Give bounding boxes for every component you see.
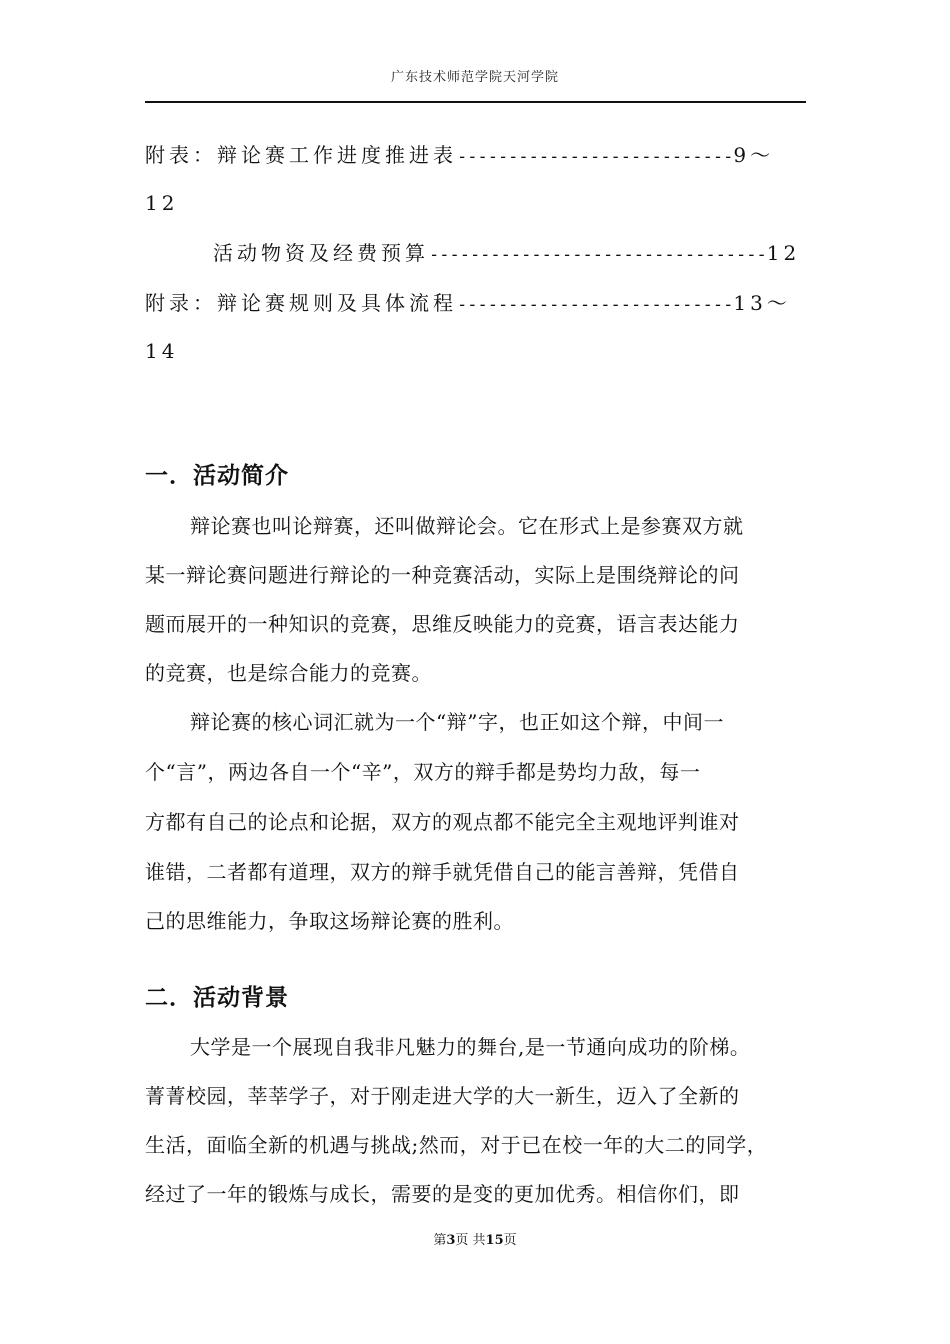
toc-page: 9～ <box>733 143 775 167</box>
toc-leader: --------------------------- <box>457 147 734 167</box>
page-footer <box>0 1229 950 1248</box>
paragraph-line: 的竞赛，也是综合能力的竞赛。 <box>145 661 432 685</box>
page-header: 广东技术师范学院天河学院 <box>390 70 559 85</box>
footer-suffix: 页 <box>503 1233 517 1248</box>
paragraph-line: 经过了一年的锻炼与成长，需要的是变的更加优秀。相信你们，即 <box>145 1182 740 1206</box>
toc-entry <box>145 142 774 170</box>
toc-page-wrap: 14 <box>145 339 179 363</box>
toc-page-wrap: 12 <box>145 191 179 215</box>
toc-leader: --------------------------- <box>457 295 734 315</box>
paragraph-line: 大学是一个展现自我非凡魅力的舞台,是一节通向成功的阶梯。 <box>190 1035 751 1059</box>
toc-label: 活动物资及经费预算 <box>213 241 429 265</box>
toc-page: 12 <box>766 241 801 265</box>
paragraph-line: 辩论赛的核心词汇就为一个“辩”字，也正如这个辩，中间一 <box>190 710 724 734</box>
toc-page: 13～ <box>733 291 791 315</box>
footer-prefix: 第 <box>433 1233 447 1248</box>
paragraph-line: 谁错，二者都有道理，双方的辩手就凭借自己的能言善辩，凭借自 <box>145 860 740 884</box>
paragraph-line: 己的思维能力，争取这场辩论赛的胜利。 <box>145 909 514 933</box>
paragraph-line: 某一辩论赛问题进行辩论的一种竞赛活动，实际上是围绕辩论的问 <box>145 563 740 587</box>
toc-label: 附录：辩论赛规则及具体流程 <box>145 291 457 315</box>
paragraph-line: 方都有自己的论点和论据，双方的观点都不能完全主观地评判谁对 <box>145 810 740 834</box>
section-heading: 二．活动背景 <box>145 985 289 1011</box>
toc-entry <box>145 290 791 318</box>
footer-mid: 页 共 <box>455 1233 486 1248</box>
paragraph-line: 生活，面临全新的机遇与挑战;然而，对于已在校一年的大二的同学， <box>145 1133 768 1157</box>
paragraph-line: 辩论赛也叫论辩赛，还叫做辩论会。它在形式上是参赛双方就 <box>190 514 744 538</box>
toc-leader: --------------------------------- <box>429 245 767 265</box>
paragraph-line: 题而展开的一种知识的竞赛，思维反映能力的竞赛，语言表达能力 <box>145 612 740 636</box>
toc-entry <box>213 240 800 268</box>
toc-label: 附表：辩论赛工作进度推进表 <box>145 143 457 167</box>
footer-page-number: 3 <box>446 1233 456 1248</box>
section-heading: 一．活动简介 <box>145 463 289 489</box>
paragraph-line: 个“言”，两边各自一个“辛”，双方的辩手都是势均力敌，每一 <box>145 760 701 784</box>
footer-total-pages: 15 <box>485 1233 504 1248</box>
header-rule <box>145 101 806 103</box>
paragraph-line: 菁菁校园，莘莘学子，对于刚走进大学的大一新生，迈入了全新的 <box>145 1084 740 1108</box>
